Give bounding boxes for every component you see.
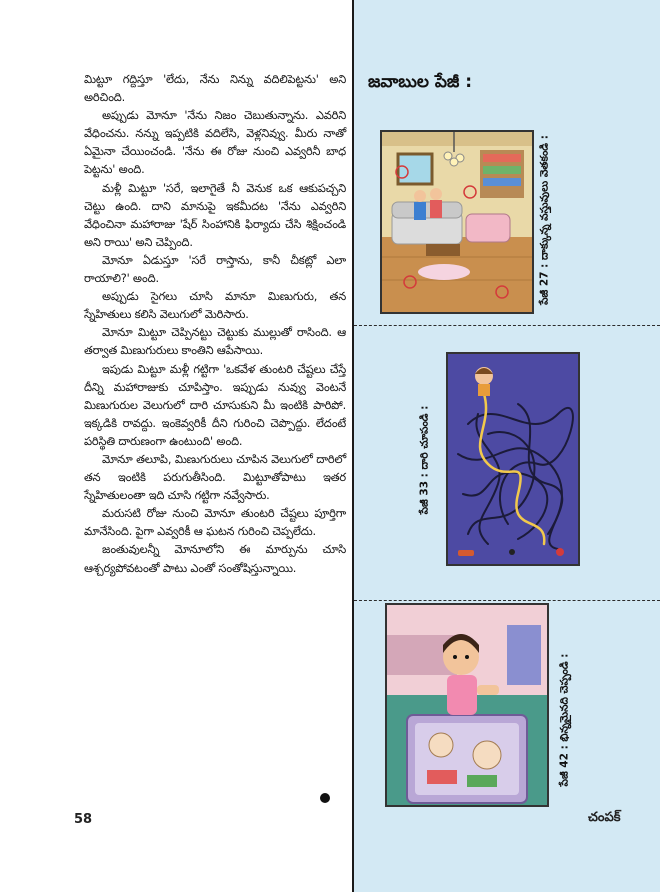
section-separator: [354, 600, 660, 601]
story-paragraph: మోనూ ఏడుస్తూ 'సరే రాస్తాను, కానీ చీకట్లో ఎలా రాయాలి?' అంది.: [84, 252, 346, 286]
story-paragraph: ఇపుడు మిట్టూ మళ్లీ గట్టిగా 'ఒకవేళ తుంటరి చేష్టలు చేస్తే దీన్ని మహారాజుకు చూపిస్తాం. ఇప్పుడు నువ్వు వెంటనే మిణుగురుల వెలుగులో దారి చూసుకుని మీ ఇంటికి పారిపో. ఇక్కడికి రావద్దు. ఇంకెవ్వరికీ దీని గురించి చెప్పొద్దు. లేదంటే పరిస్థితి దారుణంగా ఉంటుంది' అంది.: [84, 361, 346, 448]
story-end-bullet: [320, 793, 330, 803]
page-number: 58: [74, 812, 93, 827]
magazine-brand: చంపక్: [588, 810, 621, 825]
section-separator: [354, 325, 660, 326]
story-text: [84, 70, 346, 577]
answer-image-living-room: [380, 130, 534, 314]
answer-image-maze: [446, 352, 580, 566]
story-paragraph: మిట్టూ గద్దిస్తూ 'లేదు, నేను నిన్ను వదిలిపెట్టను' అని అరిచింది.: [84, 72, 346, 105]
story-paragraph: అప్పుడు మోనూ 'నేను నిజం చెబుతున్నాను. ఎవరిని వేధించను. నన్ను ఇప్పటికి వదిలేసి, వెళ్లనివ్వు. మీరు నాతో ఏమైనా చేయించండి. 'నేను ఈ రోజు నుంచి ఎవ్వరినీ బాధ పెట్టను' అంది.: [84, 108, 346, 177]
answer-image-suitcase: [385, 603, 549, 807]
answers-title: జవాబుల పేజీ :: [368, 72, 473, 92]
story-paragraph: మరుసటి రోజు నుంచి మోనూ తుంటరి చేష్టలు పూర్తిగా మానేసింది. పైగా ఎవ్వరికీ ఆ ఘటన గురించి చెప్పలేదు.: [84, 506, 346, 539]
story-paragraph: మోనూ తలూపి, మిణుగురులు చూపిన వెలుగులో దారిలో తన ఇంటికి పరుగుతీసింది. మిట్టూతోపాటు ఇతర స్నేహితులంతా ఇది చూసి గట్టిగా నవ్వేసారు.: [84, 451, 346, 503]
story-paragraph: మోనూ మిట్టూ చెప్పినట్టు చెట్టుకు ముల్లుతో రాసింది. ఆ తర్వాత మిణుగురులు కాంతిని ఆపేసాయి.: [84, 325, 346, 358]
story-paragraph: మళ్లీ మిట్టూ 'సరే, ఇలాగైతే నీ వెనుక ఒక ఆకుపచ్చని చెట్టు ఉంది. దాని మానుపై ఇకమీదట 'నేను ఎవ్వరిని వేధించినా మహారాజు 'షేర్ సింహానికి ఫిర్యాదు చేసి శిక్షించండి అని రాయి' అని చెప్పింది.: [84, 180, 346, 249]
story-paragraph: జంతువులన్నీ మోనూలోని ఈ మార్పును చూసి ఆశ్చర్యపోవటంతో పాటు ఎంతో సంతోషిస్తున్నాయి.: [84, 542, 346, 575]
story-paragraph: అప్పుడు సైగలు చూసి మానూ మిణుగురు, తన స్నేహితులు కలిసి వెలుగులో మెరిసారు.: [84, 289, 346, 322]
